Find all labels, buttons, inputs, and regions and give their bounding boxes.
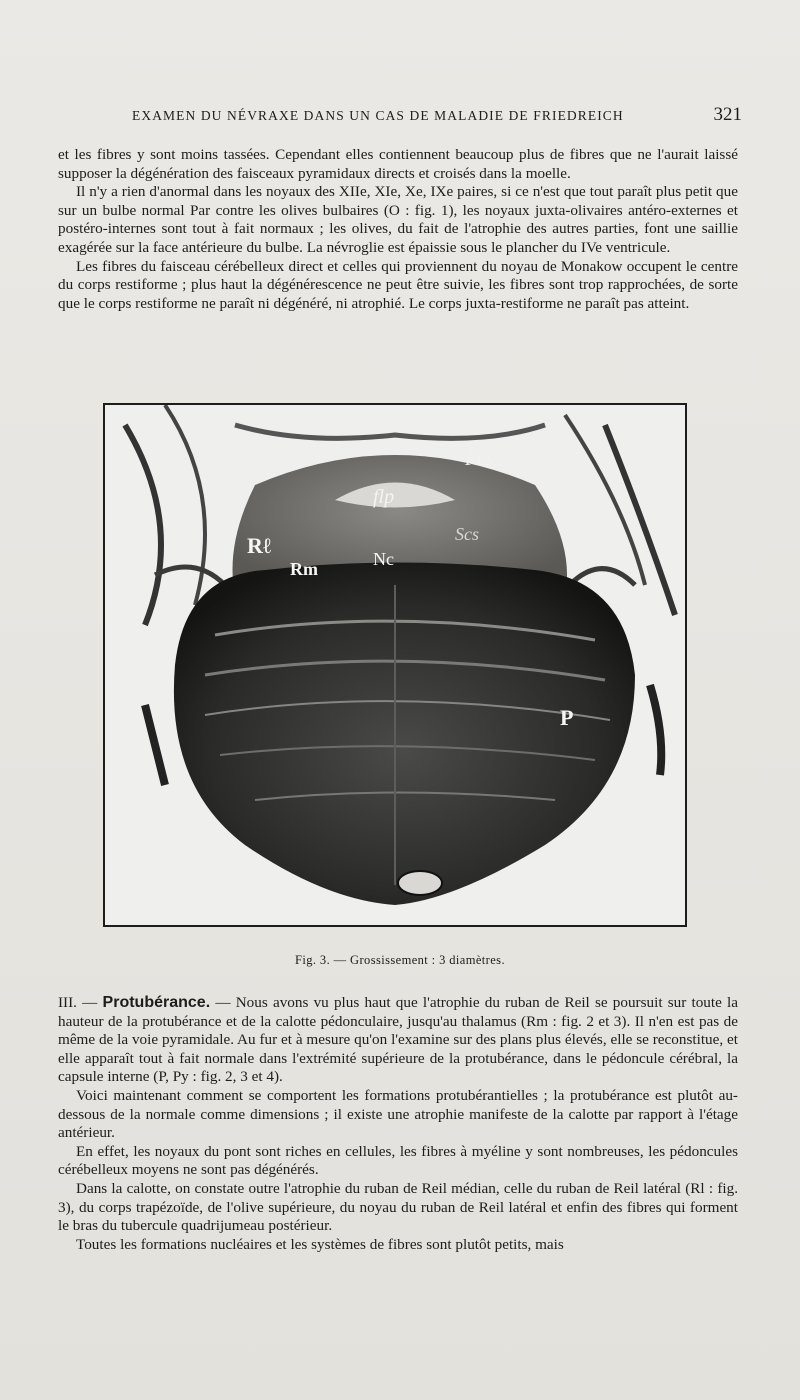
brainstem-section-illustration (105, 405, 685, 925)
label-flp: flp (373, 486, 395, 508)
body-text-bottom (58, 994, 738, 1254)
basilar-artery (398, 871, 442, 895)
section-title: Protubérance. (102, 994, 211, 1011)
section-intro-text: — Nous avons vu plus haut que l'atrophie du ruban de Reil se poursuit sur toute la hauteur de la protubérance et de la calotte pédonculaire, jusqu'au thalamus (Rm : fig. 2 et 3). Il n'en est pas de même de la voie pyramidale. Au fur et à mesure qu'on l'examine sur des plans plus élevés, elle se reconstitue, et elle apparaît tout à fait normale dans l'extrémité supérieure de la protubérance, dans le pédoncule cérébral, la capsule interne (P, Py : fig. 2, 3 et 4). (58, 994, 739, 1086)
running-header (132, 104, 742, 126)
section-number: III. (58, 994, 77, 1011)
figure-caption: Fig. 3. — Grossissement : 3 diamètres. (295, 953, 505, 967)
label-pcs: Pcs (465, 448, 494, 470)
paragraph: Les fibres du faisceau cérébelleux direct et celles qui proviennent du noyau de Monakow occupent le centre du corps restiforme ; plus haut la dégénérescence ne peut être suivie, les fibres sont trop rapprochées, de sorte que le corps restiforme ne paraît ni dégénéré, ni atrophié. Le corps juxta-restiforme ne paraît pas atteint. (58, 257, 738, 312)
paragraph: et les fibres y sont moins tassées. Cependant elles contiennent beaucoup plus de fibres que ne l'aurait laissé supposer la dégénération des faisceaux pyramidaux directs et croisés dans la moelle. (58, 146, 738, 182)
figure-3-micrograph (103, 403, 687, 927)
page-number: 321 (713, 104, 742, 125)
label-rm: Rm (290, 559, 318, 579)
paragraph: En effet, les noyaux du pont sont riches en cellules, les fibres à myéline y sont nombreuses, les pédoncules cérébelleux moyens ne sont pas dégénérés. (58, 1142, 738, 1179)
label-nc: Nc (373, 549, 394, 569)
body-text-top (58, 146, 738, 313)
paragraph: Il n'y a rien d'anormal dans les noyaux des XIIe, XIe, Xe, IXe paires, si ce n'est que tout paraît plus petit que sur un bulbe normal Par contre les olives bulbaires (O : fig. 1), les noyaux juxta-olivaires antéro-externes et postéro-internes sont tout à fait normaux ; les olives, du fait de l'atrophie des autres parties, font une saillie exagérée sur la face antérieure du bulbe. La névroglie est épaissie sous le plancher du IVe ventricule. (58, 183, 738, 256)
running-title: EXAMEN DU NÉVRAXE DANS UN CAS DE MALADIE DE FRIEDREICH (132, 108, 624, 123)
paragraph: Dans la calotte, on constate outre l'atrophie du ruban de Reil médian, celle du ruban de Reil latéral (Rl : fig. 3), du corps trapézoïde, de l'olive supérieure, du noyau du ruban de Reil latéral et enfin des fibres qui forment le bras du tubercule quadrijumeau postérieur. (58, 1179, 738, 1235)
section-dash: — (82, 994, 98, 1011)
label-scs: Scs (455, 524, 479, 544)
section-intro (58, 994, 738, 1087)
label-p: P (560, 705, 574, 730)
paragraph: Voici maintenant comment se comportent les formations protubérantielles ; la protubérance est plutôt au-dessous de la normale comme dimensions ; il existe une atrophie manifeste de la calotte par rapport à l'étage antérieur. (58, 1086, 738, 1142)
label-rl: Rℓ (247, 533, 272, 558)
paragraph: Toutes les formations nucléaires et les systèmes de fibres sont plutôt petits, mais (76, 1235, 564, 1253)
